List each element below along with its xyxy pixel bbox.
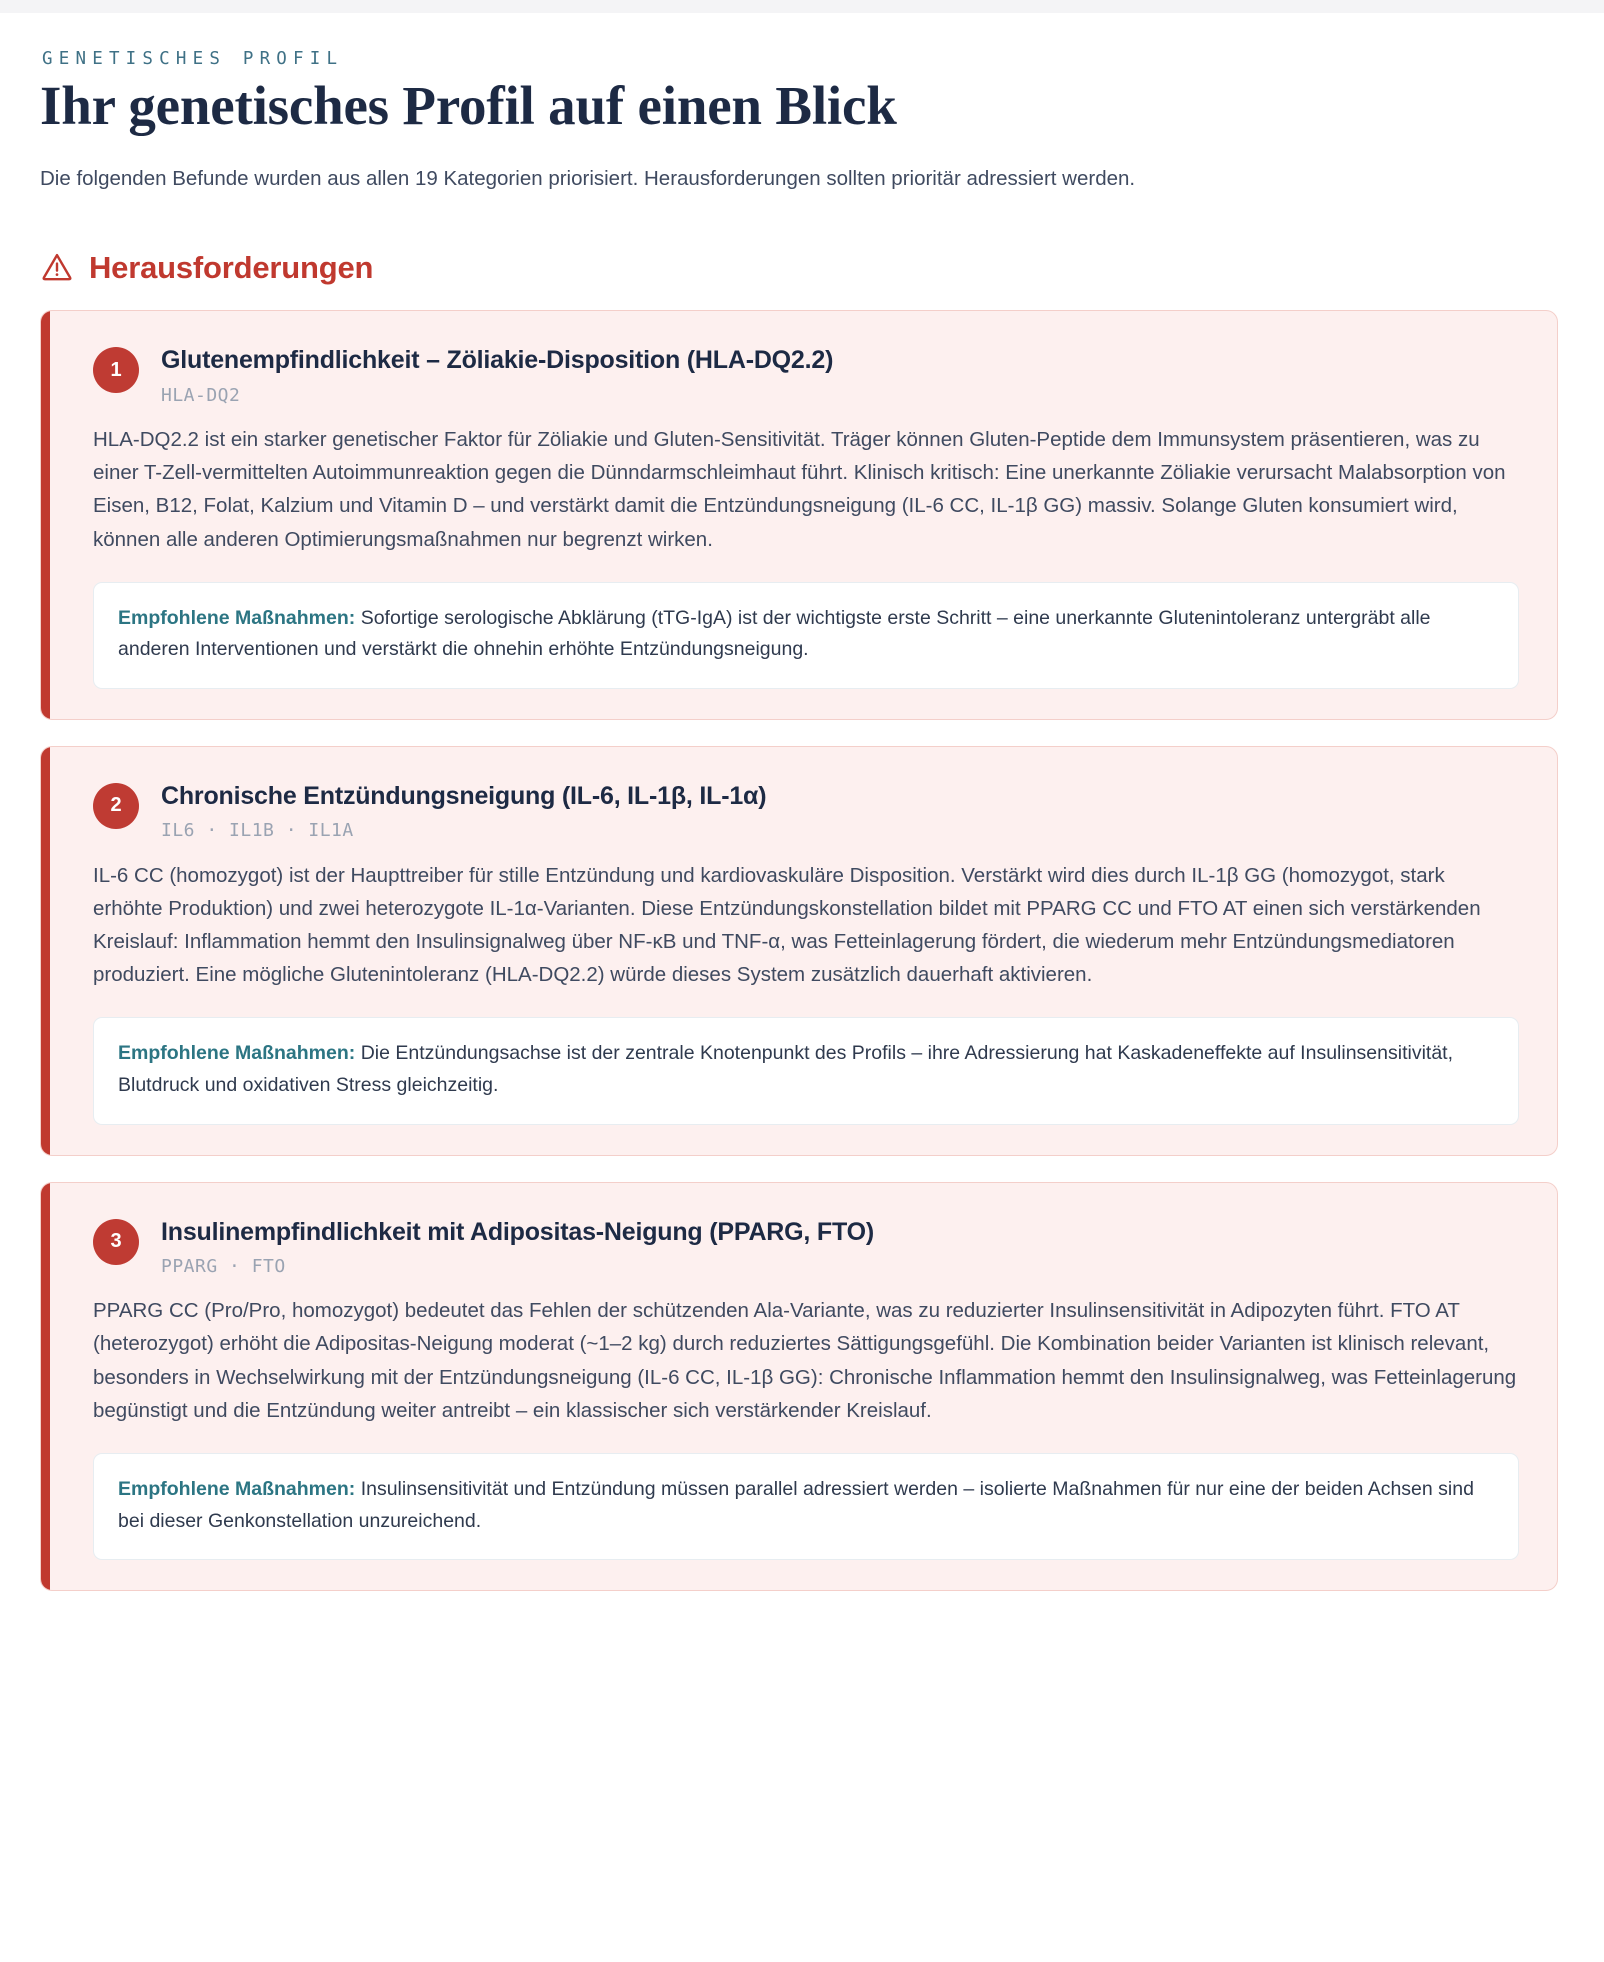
gene-tags: PPARG · FTO [161,1255,286,1277]
finding-card[interactable] [40,310,1558,720]
section-header-challenges [40,250,1558,284]
rank-badge: 1 [93,347,139,393]
card-title: Insulinempfindlichkeit mit Adipositas-Neigung (PPARG, FTO) [161,1217,874,1246]
card-description: PPARG CC (Pro/Pro, homozygot) bedeutet das Fehlen der schützenden Ala-Variante, was zu reduzierter Insulinsensitivität in Adipozyten führt. FTO AT (heterozygot) erhöht die Adipositas-Neigung moderat (~1–2 kg) durch reduziertes Sättigungsgefühl. Die Kombination beider Varianten ist klinisch relevant, besonders in Wechselwirkung mit der Entzündungsneigung (IL-6 CC, IL-1β GG): Chronische Inflammation hemmt den Insulinsignalweg, was Fetteinlagerung begünstigt und die Entzündung weiter antreibt – ein klassischer sich verstärkender Kreislauf. [93,1299,1517,1422]
findings-list [40,310,1558,1591]
rank-badge: 2 [93,783,139,829]
recommendation-label: Empfohlene Maßnahmen: [118,1042,356,1065]
card-description: IL-6 CC (homozygot) ist der Haupttreiber für stille Entzündung und kardiovaskuläre Disposition. Verstärkt wird dies durch IL-1β GG (homozygot, stark erhöhte Produktion) und zwei heterozygote IL-1α-Varianten. Diese Entzündungskonstellation bildet mit PPARG CC und FTO AT einen sich verstärkenden Kreislauf: Inflammation hemmt den Insulinsignalweg über NF-κB und TNF-α, was Fetteinlagerung fördert, die wiederum mehr Entzündungsmediatoren produziert. Eine mögliche Glutenintoleranz (HLA-DQ2.2) würde dieses System zusätzlich dauerhaft aktivieren. [93,863,1481,987]
card-header [93,1217,1519,1279]
top-chrome-strip [0,0,1604,13]
card-description: HLA-DQ2.2 ist ein starker genetischer Faktor für Zöliakie und Gluten-Sensitivität. Träger können Gluten-Peptide dem Immunsystem präsentieren, was zu einer T-Zell-vermittelten Autoimmunreaktion gegen die Dünndarmschleimhaut führt. Klinisch kritisch: Eine unerkannte Zöliakie verursacht Malabsorption von Eisen, B12, Folat, Kalzium und Vitamin D – und verstärkt damit die Entzündungsneigung (IL-6 CC, IL-1β GG) massiv. Solange Gluten konsumiert wird, können alle anderen Optimierungsmaßnahmen nur begrenzt wirken. [93,428,1506,551]
card-title: Chronische Entzündungsneigung (IL-6, IL-1β, IL-1α) [161,781,767,810]
rank-badge: 3 [93,1219,139,1265]
recommendation-box [93,1017,1519,1124]
page-title: Ihr genetisches Profil auf einen Blick [40,75,897,136]
finding-card[interactable] [40,1182,1558,1592]
recommendation-label: Empfohlene Maßnahmen: [118,606,356,629]
recommendation-label: Empfohlene Maßnahmen: [118,1478,356,1501]
card-header [93,345,1519,407]
page-bottom-spacer [40,1591,1558,1741]
card-accent-bar [41,1183,50,1591]
section-title: Herausforderungen [89,249,374,285]
gene-tags: IL6 · IL1B · IL1A [161,820,354,842]
recommendation-box [93,582,1519,689]
card-accent-bar [41,311,50,719]
recommendation-text: Insulinsensitivität und Entzündung müssen parallel adressiert werden – isolierte Maßnahmen für nur eine der beiden Achsen sind bei dieser Genkonstellation unzureichend. [118,1478,1474,1532]
report-page [0,13,1604,1741]
card-header [93,781,1519,843]
gene-tags: HLA-DQ2 [161,384,241,406]
recommendation-text: Die Entzündungsachse ist der zentrale Knotenpunkt des Profils – ihre Adressierung hat Kaskadeneffekte auf Insulinsensitivität, Blutdruck und oxidativen Stress gleichzeitig. [118,1042,1453,1096]
finding-card[interactable] [40,746,1558,1156]
card-accent-bar [41,747,50,1155]
page-intro: Die folgenden Befunde wurden aus allen 19 Kategorien priorisiert. Herausforderungen sollten prioritär adressiert werden. [40,166,1136,190]
card-title: Glutenempfindlichkeit – Zöliakie-Disposition (HLA-DQ2.2) [161,346,834,375]
recommendation-box [93,1453,1519,1560]
warning-triangle-icon [40,250,74,284]
recommendation-text: Sofortige serologische Abklärung (tTG-IgA) ist der wichtigste erste Schritt – eine unerkannte Glutenintoleranz untergräbt alle anderen Interventionen und verstärkt die ohnehin erhöhte Entzündungsneigung. [118,606,1431,661]
page-eyebrow: GENETISCHES PROFIL [42,49,344,69]
